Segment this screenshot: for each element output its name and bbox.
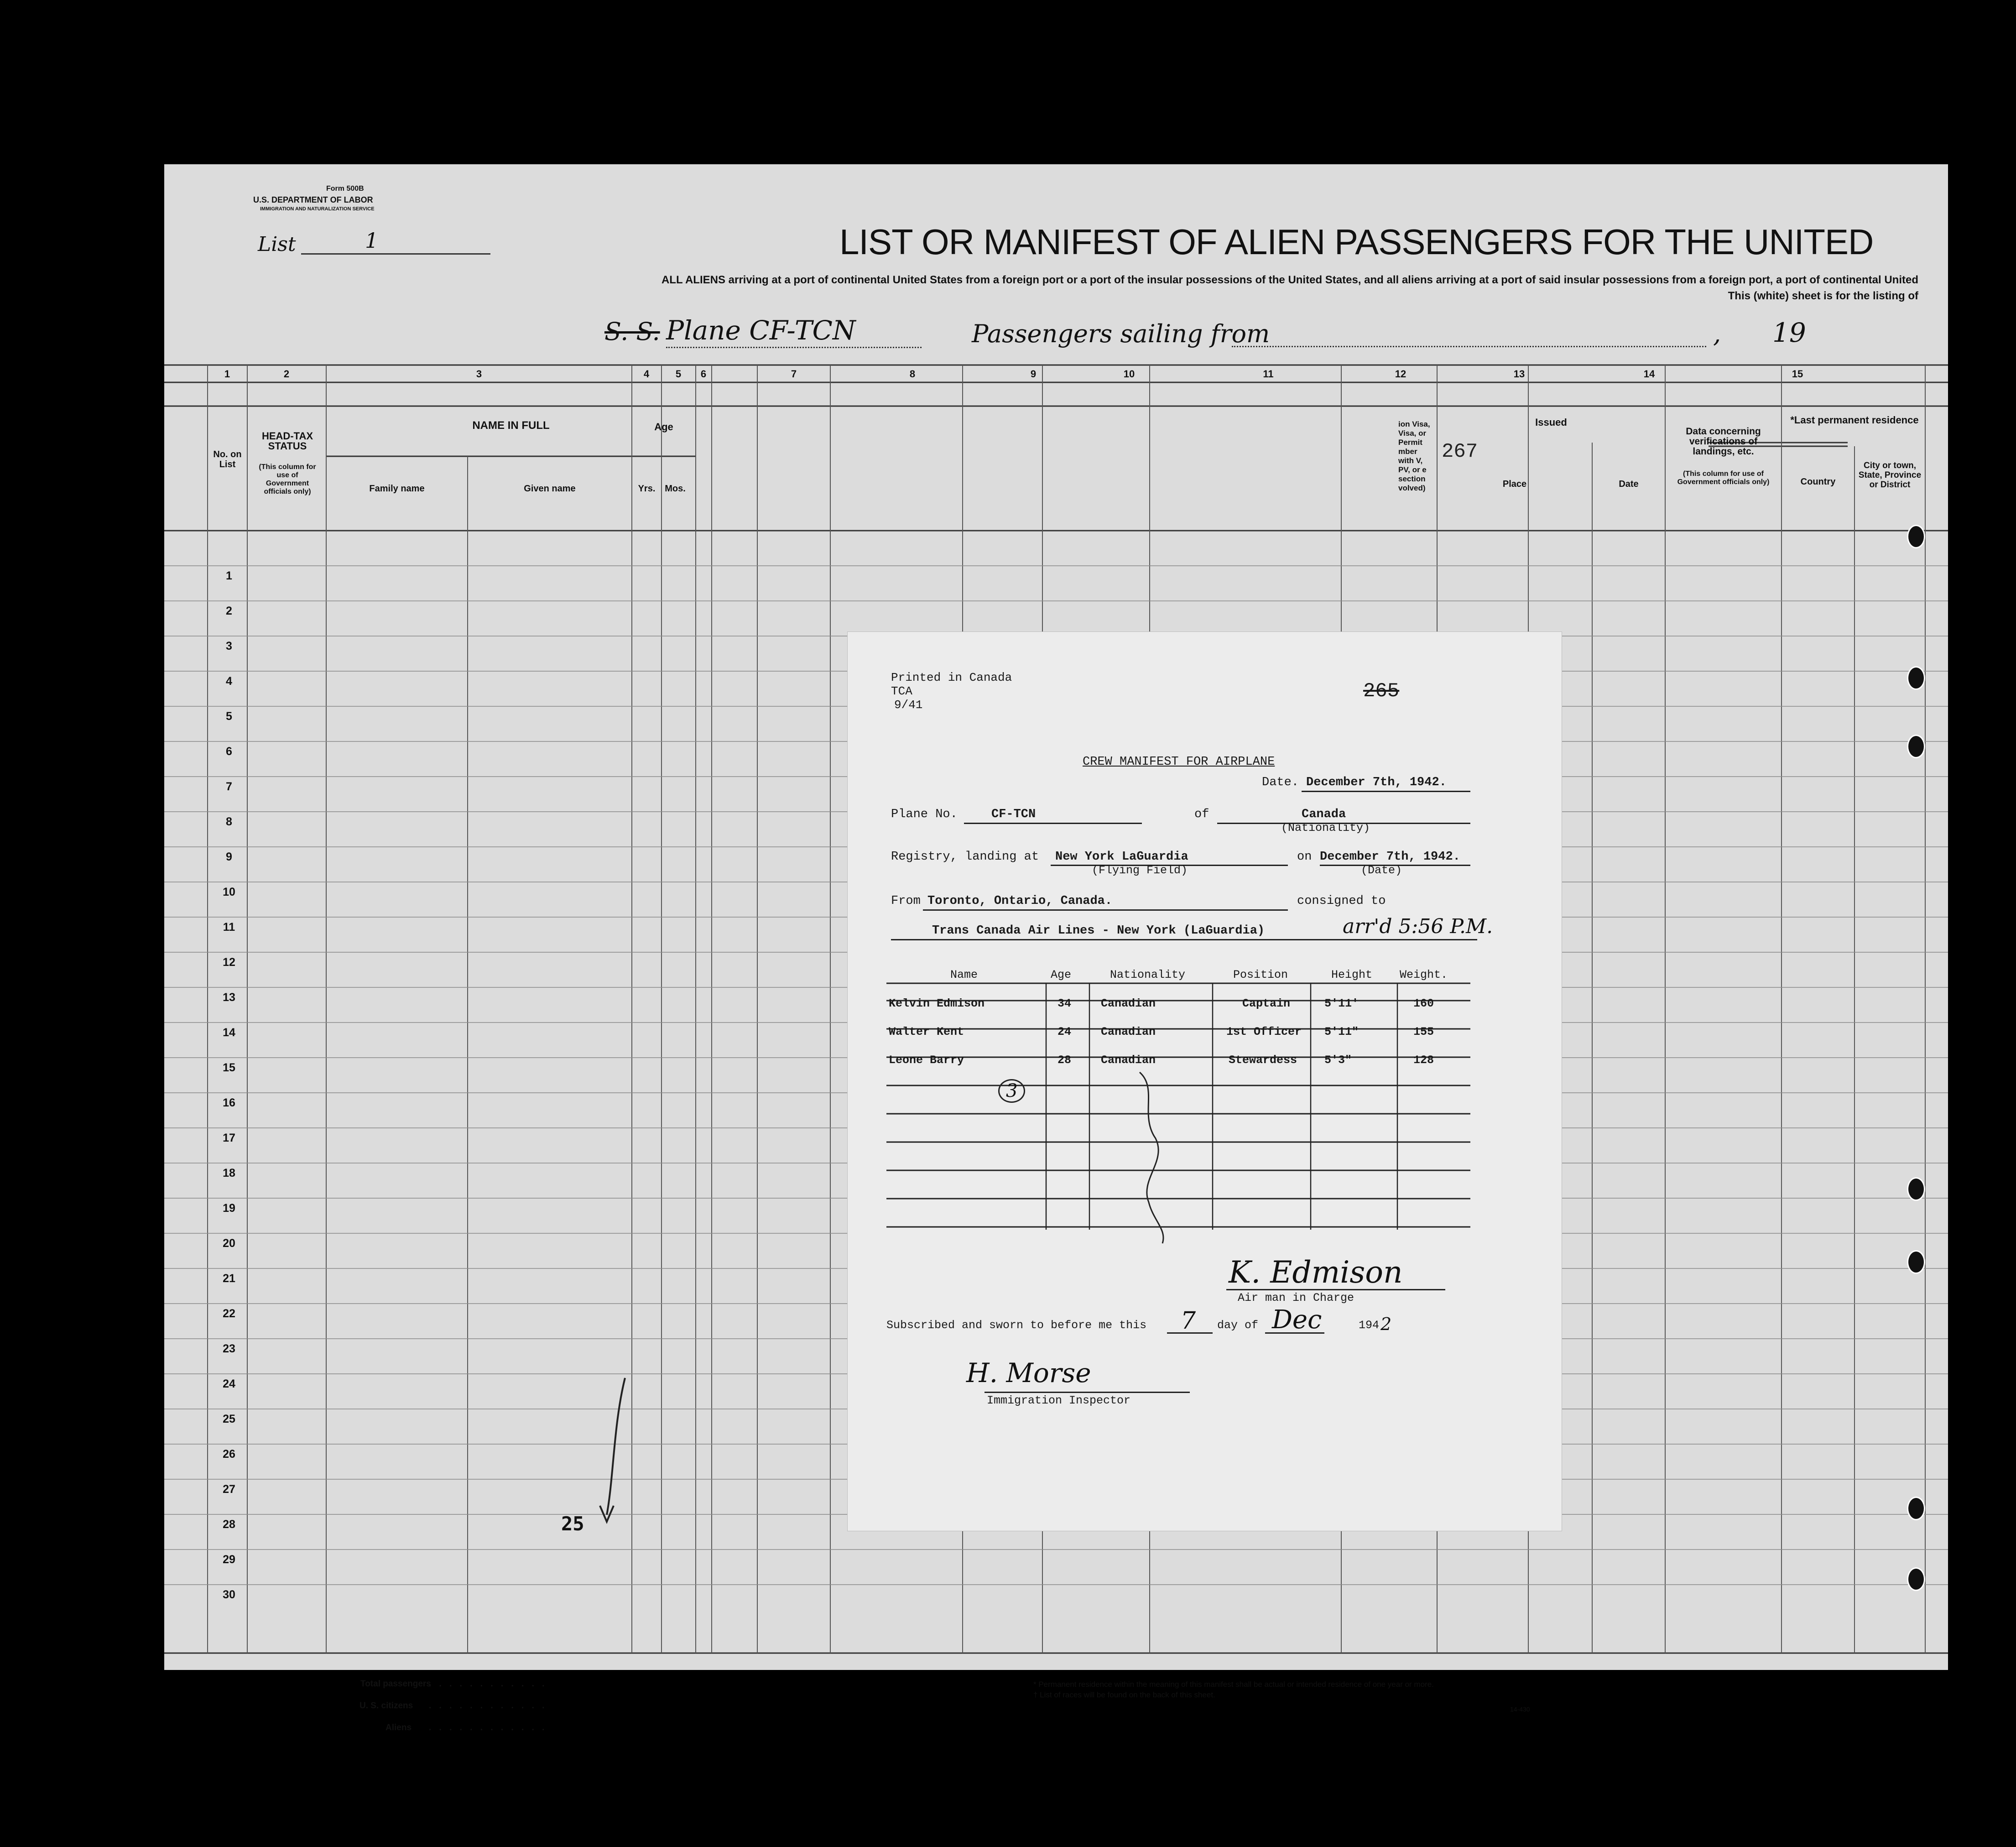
- header-place: Place: [1502, 479, 1527, 489]
- row-number: 2: [226, 605, 232, 617]
- row-number: 18: [223, 1167, 235, 1179]
- ss-label: S. S.: [604, 317, 660, 346]
- row-number: 19: [223, 1202, 235, 1215]
- footer-dots: . . . . . . . . . . . .: [429, 1679, 547, 1689]
- crew-plane-value: CF-TCN: [991, 808, 1036, 821]
- crew-row-name: Walter Kent: [889, 1025, 964, 1038]
- row-number: 15: [223, 1061, 235, 1074]
- binder-ring-icon: [1907, 666, 1925, 690]
- row-number: 7: [226, 780, 232, 793]
- row-number: 27: [223, 1483, 235, 1496]
- crew-sworn-day: 7: [1181, 1307, 1196, 1335]
- row-number: 22: [223, 1307, 235, 1320]
- manifest-subtitle: ALL ALIENS arriving at a port of continental United States from a foreign port or a port of the insular possessions of the United States, and all aliens arriving at a port of said insular possessions from a foreign port, a port of continental United: [661, 274, 1918, 286]
- row-number: 30: [223, 1588, 235, 1601]
- col-num-7: 7: [791, 368, 797, 380]
- header-given-name: Given name: [524, 484, 576, 494]
- header-head-tax-note: (This column for use of Government officials only): [259, 463, 316, 496]
- header-visa-partial: ion Visa, Visa, or Permit mber with V, PV, or e section volved): [1398, 420, 1430, 492]
- crew-header-nationality: Nationality: [1110, 968, 1186, 981]
- crew-header-name: Name: [950, 968, 978, 981]
- crew-row-height: 5'11": [1324, 1025, 1359, 1038]
- col-num-3: 3: [476, 368, 482, 380]
- header-no-on-list: No. on List: [213, 449, 242, 470]
- crew-row-age: 28: [1057, 1054, 1072, 1067]
- footer-total-label: Total passengers: [360, 1679, 431, 1689]
- row-number: 17: [223, 1132, 235, 1144]
- crew-row-weight: 160: [1413, 997, 1434, 1010]
- crew-code-1: TCA: [891, 684, 912, 698]
- col-num-5: 5: [675, 368, 682, 380]
- binder-ring-icon: [1907, 1497, 1925, 1520]
- crew-year-label: 194: [1359, 1319, 1380, 1332]
- crew-row-age: 24: [1057, 1025, 1072, 1038]
- crew-day-line: [1167, 1332, 1213, 1334]
- header-issued: Issued: [1535, 417, 1567, 428]
- manifest-sheet: [164, 164, 1948, 1732]
- header-head-tax: HEAD-TAX STATUS: [261, 430, 313, 452]
- row-number: 4: [226, 675, 232, 688]
- crew-header-height: Height: [1331, 968, 1373, 981]
- col-num-2: 2: [283, 368, 290, 380]
- binder-ring-icon: [1907, 525, 1925, 548]
- footer-aliens-label: Aliens: [385, 1723, 412, 1732]
- row-number: 14: [223, 1026, 235, 1039]
- crew-row-position: Captain: [1242, 997, 1291, 1010]
- crew-sworn-month: Dec: [1272, 1305, 1322, 1335]
- row-number: 1: [226, 569, 232, 582]
- row-number: 6: [226, 745, 232, 758]
- col-num-11: 11: [1263, 368, 1274, 380]
- crew-signature-line: [1226, 1289, 1445, 1290]
- binder-ring-icon: [1907, 1177, 1925, 1201]
- col-num-15: 15: [1792, 368, 1803, 380]
- crew-captain-signature: K. Edmison: [1229, 1255, 1403, 1290]
- list-number: 1: [365, 228, 379, 253]
- crew-row-position: 1st Officer: [1226, 1025, 1302, 1038]
- footer-code: 14-430: [1510, 1706, 1530, 1713]
- header-mos: Mos.: [665, 484, 686, 494]
- header-data-note: (This column for use of Government officials only): [1677, 470, 1770, 486]
- vessel-name: Plane CF-TCN: [666, 315, 856, 346]
- list-label: List: [258, 233, 296, 256]
- row-number: 12: [223, 956, 235, 969]
- header-family-name: Family name: [369, 484, 425, 494]
- crew-form-number: 265: [1363, 680, 1400, 703]
- crew-day-of-label: day of: [1217, 1319, 1259, 1332]
- row-number: 23: [223, 1342, 235, 1355]
- row-number: 28: [223, 1518, 235, 1531]
- crew-row-name: Leone Barry: [889, 1054, 964, 1067]
- crew-row-weight: 128: [1413, 1054, 1434, 1067]
- crew-date-value: December 7th, 1942.: [1306, 776, 1447, 789]
- row-number: 9: [226, 850, 232, 863]
- crew-row-height: 5'3": [1324, 1054, 1352, 1067]
- annotation-25: 25: [561, 1513, 584, 1535]
- header-age: Age: [654, 421, 673, 433]
- crew-inspector-line: [985, 1392, 1190, 1393]
- row-number: 3: [226, 640, 232, 652]
- crew-row-height: 5'11': [1324, 997, 1359, 1010]
- row-number: 16: [223, 1096, 235, 1109]
- col-num-10: 10: [1123, 368, 1135, 380]
- binder-ring-icon: [1907, 1250, 1925, 1274]
- manifest-title: LIST OR MANIFEST OF ALIEN PASSENGERS FOR THE UNITED: [839, 222, 1874, 262]
- col-num-1: 1: [224, 368, 230, 380]
- crew-date-caption: (Date): [1361, 864, 1402, 877]
- row-number: 29: [223, 1553, 235, 1566]
- row-number: 10: [223, 886, 235, 898]
- header-yrs: Yrs.: [638, 484, 656, 494]
- crew-row-nationality: Canadian: [1101, 1054, 1156, 1067]
- row-number: 8: [226, 815, 232, 828]
- header-country: Country: [1800, 477, 1836, 487]
- stamp-number: 267: [1442, 440, 1478, 463]
- crew-sworn-label: Subscribed and sworn to before me this: [886, 1319, 1147, 1332]
- crew-row-nationality: Canadian: [1101, 1025, 1156, 1038]
- crew-column-bracket: [848, 632, 1562, 1271]
- col-num-14: 14: [1643, 368, 1655, 380]
- crew-manifest: [848, 632, 1562, 1531]
- crew-field-value: New York LaGuardia: [1055, 850, 1188, 864]
- crew-nationality-value: Canada: [1302, 808, 1346, 821]
- sailing-comma: ,: [1713, 319, 1721, 348]
- row-number: 11: [223, 921, 235, 934]
- header-city: City or town, State, Province or District: [1858, 461, 1922, 490]
- crew-plane-label: Plane No.: [891, 808, 958, 821]
- crew-of-label: of: [1194, 808, 1209, 821]
- col-num-6: 6: [700, 368, 707, 380]
- crew-year-digit: 2: [1380, 1314, 1392, 1334]
- crew-header-age: Age: [1051, 968, 1072, 981]
- year-prefix: 19: [1772, 317, 1806, 348]
- col-num-8: 8: [909, 368, 916, 380]
- crew-consignee: Trans Canada Air Lines - New York (LaGuardia): [932, 924, 1265, 938]
- crew-header-weight: Weight.: [1400, 968, 1448, 981]
- crew-row-nationality: Canadian: [1101, 997, 1156, 1010]
- footer-note-1: * Permanent residence within the meaning of this manifest shall be actual or intended residence of one year or more.: [1033, 1680, 1434, 1689]
- col-num-9: 9: [1030, 368, 1037, 380]
- crew-row-age: 34: [1057, 997, 1072, 1010]
- crew-title: CREW MANIFEST FOR AIRPLANE: [1083, 755, 1275, 769]
- crew-registry-label: Registry, landing at: [891, 850, 1039, 864]
- crew-header-position: Position: [1233, 968, 1288, 981]
- form-number: Form 500B: [326, 185, 364, 193]
- binder-ring-icon: [1907, 735, 1925, 758]
- crew-from-value: Toronto, Ontario, Canada.: [927, 894, 1113, 908]
- binder-ring-icon: [1907, 1567, 1925, 1591]
- crew-row-name: Kelvin Edmison: [889, 997, 985, 1010]
- crew-on-label: on: [1297, 850, 1312, 864]
- crew-date-label: Date.: [1262, 776, 1299, 789]
- crew-inspector-signature: H. Morse: [966, 1357, 1091, 1388]
- header-last-residence: *Last permanent residence: [1790, 414, 1919, 426]
- sailing-label: Passengers sailing from: [972, 319, 1270, 348]
- footer-citizens-label: U. S. citizens: [359, 1701, 413, 1711]
- row-number: 20: [223, 1237, 235, 1250]
- header-name-in-full: NAME IN FULL: [472, 419, 550, 432]
- crew-nationality-label: (Nationality): [1281, 821, 1370, 835]
- crew-inspector-label: Immigration Inspector: [987, 1394, 1131, 1407]
- crew-row-position: Stewardess: [1229, 1054, 1297, 1067]
- footer-dots: . . . . . . . . . . . .: [429, 1723, 547, 1732]
- footer-note-2: † List of races will be found on the back of this sheet.: [1033, 1690, 1215, 1699]
- crew-month-line: [1265, 1332, 1324, 1334]
- crew-airman-label: Air man in Charge: [1238, 1291, 1354, 1304]
- row-number: 24: [223, 1377, 235, 1390]
- crew-from-label: From: [891, 894, 921, 908]
- row-number: 5: [226, 710, 232, 723]
- department-name: U.S. DEPARTMENT OF LABOR: [253, 195, 373, 204]
- row-number: 26: [223, 1448, 235, 1461]
- row-number: 21: [223, 1272, 235, 1285]
- manifest-subtitle-2: This (white) sheet is for the listing of: [1728, 290, 1918, 302]
- crew-landing-date: December 7th, 1942.: [1320, 850, 1460, 864]
- header-date: Date: [1619, 479, 1639, 489]
- crew-count-mark: 3: [998, 1079, 1025, 1103]
- footer-dots: . . . . . . . . . . . .: [429, 1701, 547, 1711]
- row-number: 25: [223, 1413, 235, 1425]
- col-num-12: 12: [1395, 368, 1407, 380]
- row-number: 13: [223, 991, 235, 1004]
- service-name: IMMIGRATION AND NATURALIZATION SERVICE: [260, 206, 375, 212]
- crew-row-weight: 155: [1413, 1025, 1434, 1038]
- crew-arrival-note: arr'd 5:56 P.M.: [1343, 915, 1493, 938]
- crew-printed-label: Printed in Canada: [891, 671, 1012, 684]
- crew-consigned-label: consigned to: [1297, 894, 1386, 908]
- crew-code-2: 9/41: [894, 698, 923, 712]
- col-num-4: 4: [643, 368, 650, 380]
- crew-field-label: (Flying Field): [1092, 864, 1188, 877]
- col-num-13: 13: [1513, 368, 1525, 380]
- header-data-concerning: Data concerning verifications of landings, etc.: [1686, 426, 1761, 457]
